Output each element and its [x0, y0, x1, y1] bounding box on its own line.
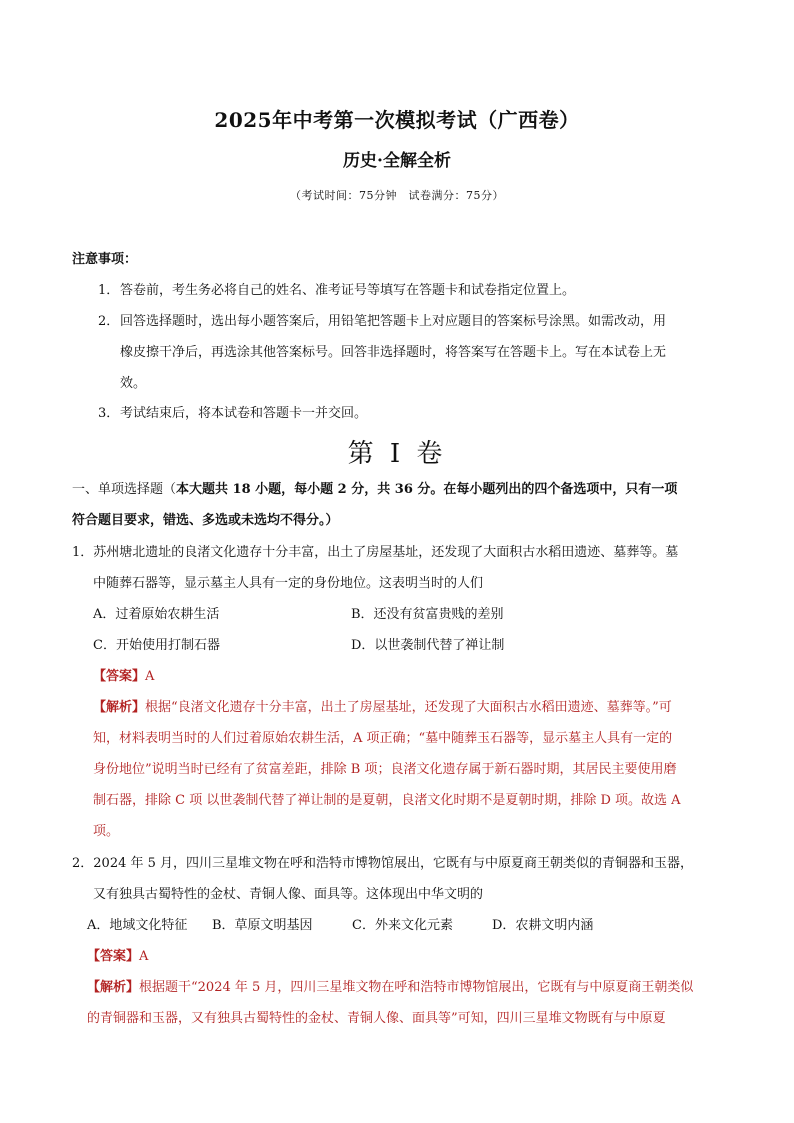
analysis-tag: 【解析】 [87, 980, 140, 995]
question-1-stem: 1．苏州塘北遗址的良渚文化遗存十分丰富，出土了房屋基址，还发现了大面积古水稻田遗迹、墓葬等。墓 [72, 545, 679, 560]
question-2-option-c: C．外来文化元素 [352, 918, 453, 933]
question-1-analysis: 知，材料表明当时的人们过着原始农耕生活，A 项正确；“墓中随葬玉石器等，显示墓主人具有一定的 [93, 731, 673, 746]
question-1-answer [93, 665, 154, 684]
question-2-answer [87, 945, 148, 964]
notice-item-number: 2． [98, 314, 120, 329]
answer-tag: 【答案】 [87, 949, 140, 964]
notice-item-number: 1． [98, 283, 120, 298]
question-1-option-b: B．还没有贫富贵贱的差别 [351, 607, 504, 622]
section-intro-label: 一、单项选择题（ [72, 482, 177, 497]
question-1-analysis: 身份地位”说明当时已经有了贫富差距，排除 B 项；良渚文化遗存属于新石器时期，其居民主要使用磨 [93, 762, 677, 777]
notice-item-text: 答卷前，考生务必将自己的姓名、准考证号等填写在答题卡和试卷指定位置上。 [120, 283, 576, 298]
answer-value: A [145, 669, 155, 684]
notice-item-text: 回答选择题时，选出每小题答案后，用铅笔把答题卡上对应题目的答案标号涂黑。如需改动，用 [120, 314, 667, 329]
question-2-option-d: D．农耕文明内涵 [492, 918, 594, 933]
notice-item-1 [98, 275, 738, 306]
answer-tag: 【答案】 [93, 669, 146, 684]
notice-item-2 [98, 306, 738, 399]
question-1-analysis: 项。 [93, 824, 120, 839]
question-1-option-c: C．开始使用打制石器 [93, 638, 220, 653]
section-intro-line: 符合题目要求，错选、多选或未选均不得分。） [72, 513, 339, 528]
section-title: 第 I 卷 [347, 439, 447, 469]
exam-title: 2025年中考第一次模拟考试（广西卷） [214, 108, 580, 132]
notice-heading: 注意事项： [72, 252, 138, 267]
section-intro-line [72, 478, 677, 497]
notice-item-number: 3． [98, 406, 120, 421]
exam-subtitle: 历史·全解全析 [343, 151, 451, 171]
question-2-analysis: 的青铜器和玉器，又有独具古蜀特性的金杖、青铜人像、面具等”可知，四川三星堆文物既有与中原夏 [87, 1011, 666, 1026]
question-1-stem: 中随葬石器等，显示墓主人具有一定的身份地位。这表明当时的人们 [93, 576, 484, 591]
question-1-analysis: 制石器，排除 C 项 以世袭制代替了禅让制的是夏朝，良渚文化时期不是夏朝时期，排除 D 项。故选 A [93, 793, 681, 808]
analysis-text: 根据“良渚文化遗存十分丰富，出土了房屋基址，还发现了大面积古水稻田遗迹、墓葬等。”可 [145, 700, 672, 715]
notice-item-text: 考试结束后，将本试卷和答题卡一并交回。 [120, 406, 368, 421]
answer-value: A [139, 949, 149, 964]
analysis-tag: 【解析】 [93, 700, 146, 715]
question-2-option-a: A．地域文化特征 [87, 918, 188, 933]
notice-item-text: 橡皮擦干净后，再选涂其他答案标号。回答非选择题时，将答案写在答题卡上。写在本试卷上无 [120, 345, 667, 360]
question-2-option-b: B．草原文明基因 [212, 918, 313, 933]
question-1-analysis [93, 696, 672, 715]
question-2-analysis [87, 976, 693, 995]
notice-item-text: 效。 [120, 376, 147, 391]
question-2-stem: 2．2024 年 5 月，四川三星堆文物在呼和浩特市博物馆展出，它既有与中原夏商王朝类似的青铜器和玉器， [72, 856, 694, 871]
analysis-text: 根据题干“2024 年 5 月，四川三星堆文物在呼和浩特市博物馆展出，它既有与中原夏商王朝类似 [139, 980, 694, 995]
question-2-stem: 又有独具古蜀特性的金杖、青铜人像、面具等。这体现出中华文明的 [93, 887, 484, 902]
question-1-option-a: A．过着原始农耕生活 [93, 607, 220, 622]
section-intro-rules: 本大题共 18 小题，每小题 2 分，共 36 分。在每小题列出的四个备选项中，只有一项 [176, 482, 678, 497]
exam-meta: （考试时间：75分钟 试卷满分：75分） [290, 189, 504, 202]
notice-item-3 [98, 398, 738, 429]
question-1-option-d: D．以世袭制代替了禅让制 [351, 638, 505, 653]
